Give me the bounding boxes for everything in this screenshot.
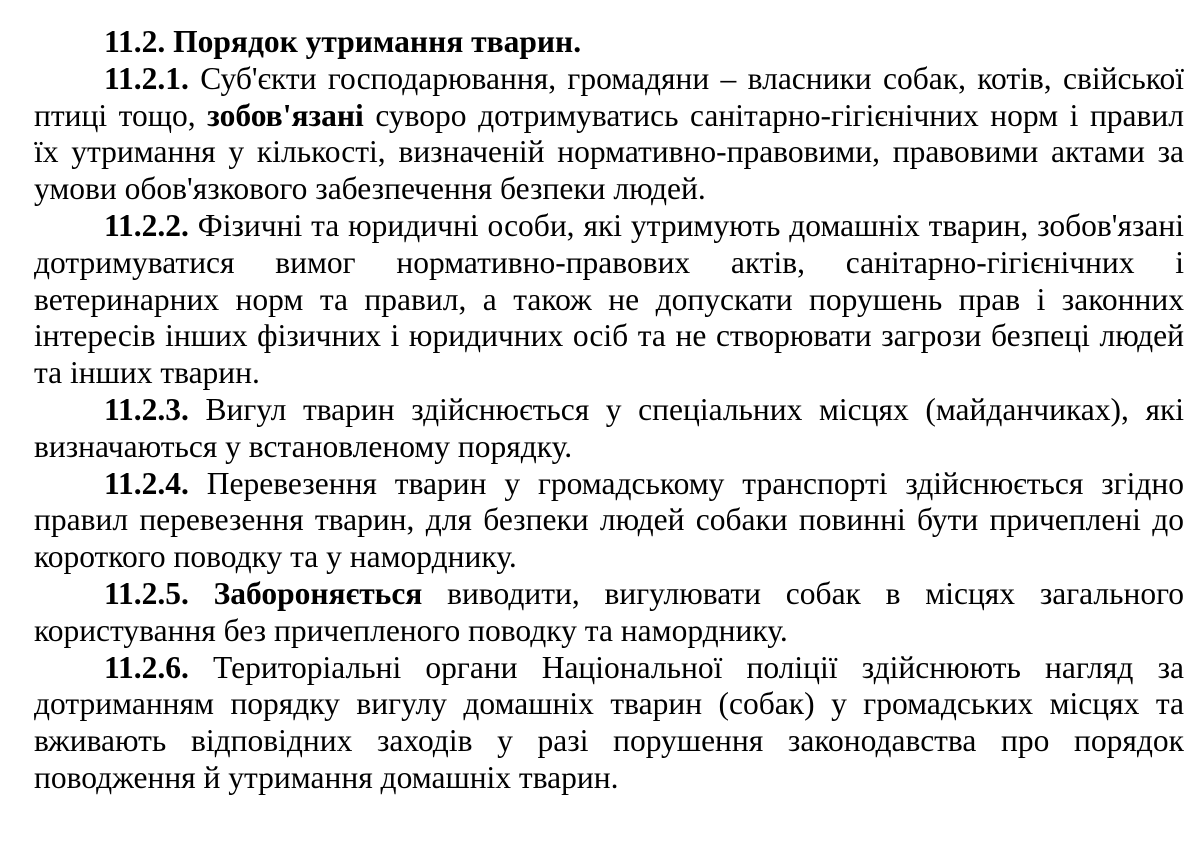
emphasis-text: зобов'язані xyxy=(207,97,364,133)
paragraph-number: 11.2.3. xyxy=(104,391,189,427)
section-heading: 11.2. Порядок утримання тварин. xyxy=(104,24,582,59)
document-page xyxy=(34,24,1184,797)
paragraph-number: 11.2.6. xyxy=(104,649,189,685)
paragraph-11-2-4 xyxy=(34,466,1184,576)
paragraph-text: Суб'єкти господарювання, громадяни – власники собак, котів, свійської птиці тощо, xyxy=(34,60,1184,133)
paragraph-text: Територіальні органи Національної поліції здійснюють нагляд за дотриманням порядку вигулу домашніх тварин (собак) у громадських місцях та вживають відповідних заходів у разі порушення законодавства про порядок поводження й утримання домашніх тварин. xyxy=(34,649,1184,795)
paragraph-number: 11.2.1. xyxy=(104,60,189,96)
paragraph-number: 11.2.5. xyxy=(104,575,189,611)
emphasis-text: Забороняється xyxy=(188,575,423,611)
paragraph-number: 11.2.4. xyxy=(104,465,189,501)
paragraph-text: Перевезення тварин у громадському транспорті здійснюється згідно правил перевезення тварин, для безпеки людей собаки повинні бути причеплені до короткого поводку та у наморднику. xyxy=(34,465,1184,575)
paragraph-text-continued: суворо дотримуватись санітарно-гігієнічних норм і правил їх утримання у кількості, визначеній нормативно-правовими, правовими актами за умови обов'язкового забезпечення безпеки людей. xyxy=(34,97,1184,207)
paragraph-text-continued: виводити, вигулювати собак в місцях загального користування без причепленого поводку та наморднику. xyxy=(34,575,1184,648)
paragraph-number: 11.2.2. xyxy=(104,207,189,243)
paragraph-11-2-3 xyxy=(34,392,1184,466)
paragraph-11-2-2 xyxy=(34,208,1184,392)
paragraph-text: Фізичні та юридичні особи, які утримують домашніх тварин, зобов'язані дотримуватися вимог нормативно-правових актів, санітарно-гігієнічних і ветеринарних норм та правил, а також не допускати порушень прав і законних інтересів інших фізичних і юридичних осіб та не створювати загрози безпеці людей та інших тварин. xyxy=(34,207,1184,391)
paragraph-11-2-1 xyxy=(34,61,1184,208)
paragraph-11-2-5 xyxy=(34,576,1184,650)
paragraph-text: Вигул тварин здійснюється у спеціальних місцях (майданчиках), які визначаються у встановленому порядку. xyxy=(34,391,1184,464)
paragraph-11-2-6 xyxy=(34,650,1184,797)
